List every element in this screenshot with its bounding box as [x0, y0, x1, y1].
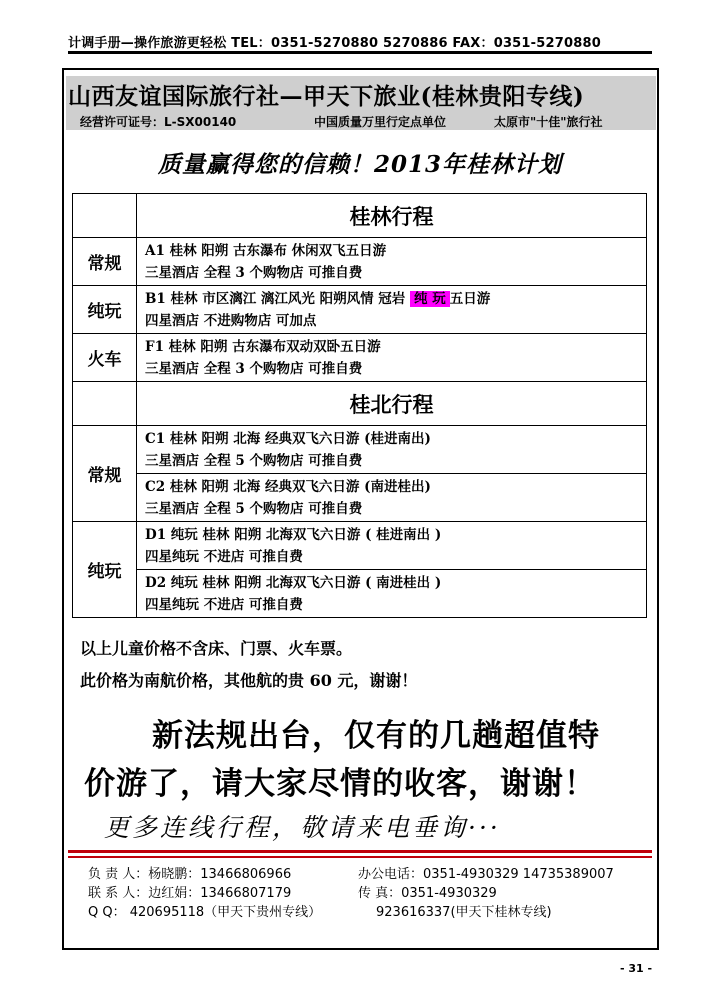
price-notes — [80, 633, 640, 697]
section-header-row — [73, 382, 647, 426]
more-routes-callout: 更多连线行程，敬请来电垂询··· — [104, 813, 501, 842]
table-row — [73, 334, 647, 382]
route-details: 三星酒店 全程 3 个购物店 可推自费 — [145, 264, 363, 281]
liaison-contact: 联 系 人：边红娟：13466807179 — [88, 886, 292, 901]
plan-title: 质量赢得您的信赖！2013年桂林计划 — [157, 151, 562, 178]
route-name: A1 桂林 阳朔 古东瀑布 休闲双飞五日游 — [145, 242, 387, 259]
route-cell — [137, 522, 647, 570]
manager-contact: 负 责 人：杨晓鹏：13466806966 — [88, 867, 292, 882]
header-divider — [68, 51, 652, 54]
footer-divider-bottom — [68, 856, 652, 858]
route-name-suffix: 五日游 — [449, 290, 491, 307]
route-category: 火车 — [73, 334, 137, 382]
table-row — [73, 474, 647, 522]
route-name — [145, 288, 646, 310]
route-cell — [137, 426, 647, 474]
route-category: 纯玩 — [73, 286, 137, 334]
route-cell — [137, 334, 647, 382]
route-details: 四星酒店 不进购物店 可加点 — [145, 312, 317, 329]
route-details: 四星纯玩 不进店 可推自费 — [145, 548, 303, 565]
contact-row — [88, 884, 648, 903]
contact-block — [88, 865, 648, 922]
table-row — [73, 286, 647, 334]
route-category: 常规 — [73, 426, 137, 522]
quality-certification: 中国质量万里行定点单位 — [314, 115, 447, 129]
agency-award: 太原市"十佳"旅行社 — [494, 115, 603, 129]
route-category: 纯玩 — [73, 522, 137, 618]
table-row — [73, 238, 647, 286]
child-price-note: 以上儿童价格不含床、门票、火车票。 — [80, 639, 353, 658]
itinerary-table — [72, 193, 647, 618]
page-number: - 31 - — [620, 962, 653, 975]
blank-cell — [73, 382, 137, 426]
route-cell — [137, 570, 647, 618]
route-category: 常规 — [73, 238, 137, 286]
route-cell — [137, 474, 647, 522]
route-name-prefix: B1 桂林 市区漓江 漓江风光 阳朔风情 冠岩 — [145, 290, 411, 307]
route-cell — [137, 238, 647, 286]
highlight-badge: 纯 玩 — [410, 291, 450, 307]
footer-divider-top — [68, 850, 652, 853]
promo-headline-1: 新法规出台，仅有的几趟超值特 — [152, 718, 600, 754]
airline-price-note: 此价格为南航价格，其他航的贵 60 元，谢谢！ — [80, 671, 418, 690]
qq-guilin: 923616337(甲天下桂林专线) — [376, 905, 552, 920]
route-details: 三星酒店 全程 5 个购物店 可推自费 — [145, 452, 363, 469]
license-number: 经营许可证号：L-SX00140 — [80, 115, 237, 129]
promo-headline-2: 价游了，请大家尽情的收客，谢谢！ — [84, 766, 596, 802]
route-name: D2 纯玩 桂林 阳朔 北海双飞六日游 ( 南进桂出 ) — [145, 574, 442, 591]
section-title: 桂林行程 — [137, 194, 647, 238]
route-name: C2 桂林 阳朔 北海 经典双飞六日游 (南进桂出) — [145, 478, 431, 495]
running-header: 计调手册—操作旅游更轻松 TEL：0351-5270880 5270886 FAX：0351-5270880 — [68, 36, 601, 51]
agency-credentials — [80, 113, 650, 131]
table-row — [73, 570, 647, 618]
route-details: 四星纯玩 不进店 可推自费 — [145, 596, 303, 613]
section-title: 桂北行程 — [137, 382, 647, 426]
route-details: 三星酒店 全程 3 个购物店 可推自费 — [145, 360, 363, 377]
route-name: D1 纯玩 桂林 阳朔 北海双飞六日游 ( 桂进南出 ) — [145, 526, 442, 543]
route-details: 三星酒店 全程 5 个购物店 可推自费 — [145, 500, 363, 517]
route-name: F1 桂林 阳朔 古东瀑布双动双卧五日游 — [145, 338, 381, 355]
table-row — [73, 522, 647, 570]
route-name: C1 桂林 阳朔 北海 经典双飞六日游 (桂进南出) — [145, 430, 431, 447]
section-header-row — [73, 194, 647, 238]
contact-row — [88, 865, 648, 884]
qq-guizhou: Q Q： 420695118（甲天下贵州专线） — [88, 905, 322, 920]
office-phone: 办公电话：0351-4930329 14735389007 — [358, 867, 614, 882]
fax-number: 传 真：0351-4930329 — [358, 886, 497, 901]
route-cell — [137, 286, 647, 334]
agency-name: 山西友谊国际旅行社—甲天下旅业(桂林贵阳专线) — [68, 83, 585, 110]
blank-cell — [73, 194, 137, 238]
table-row — [73, 426, 647, 474]
contact-row — [88, 903, 648, 922]
